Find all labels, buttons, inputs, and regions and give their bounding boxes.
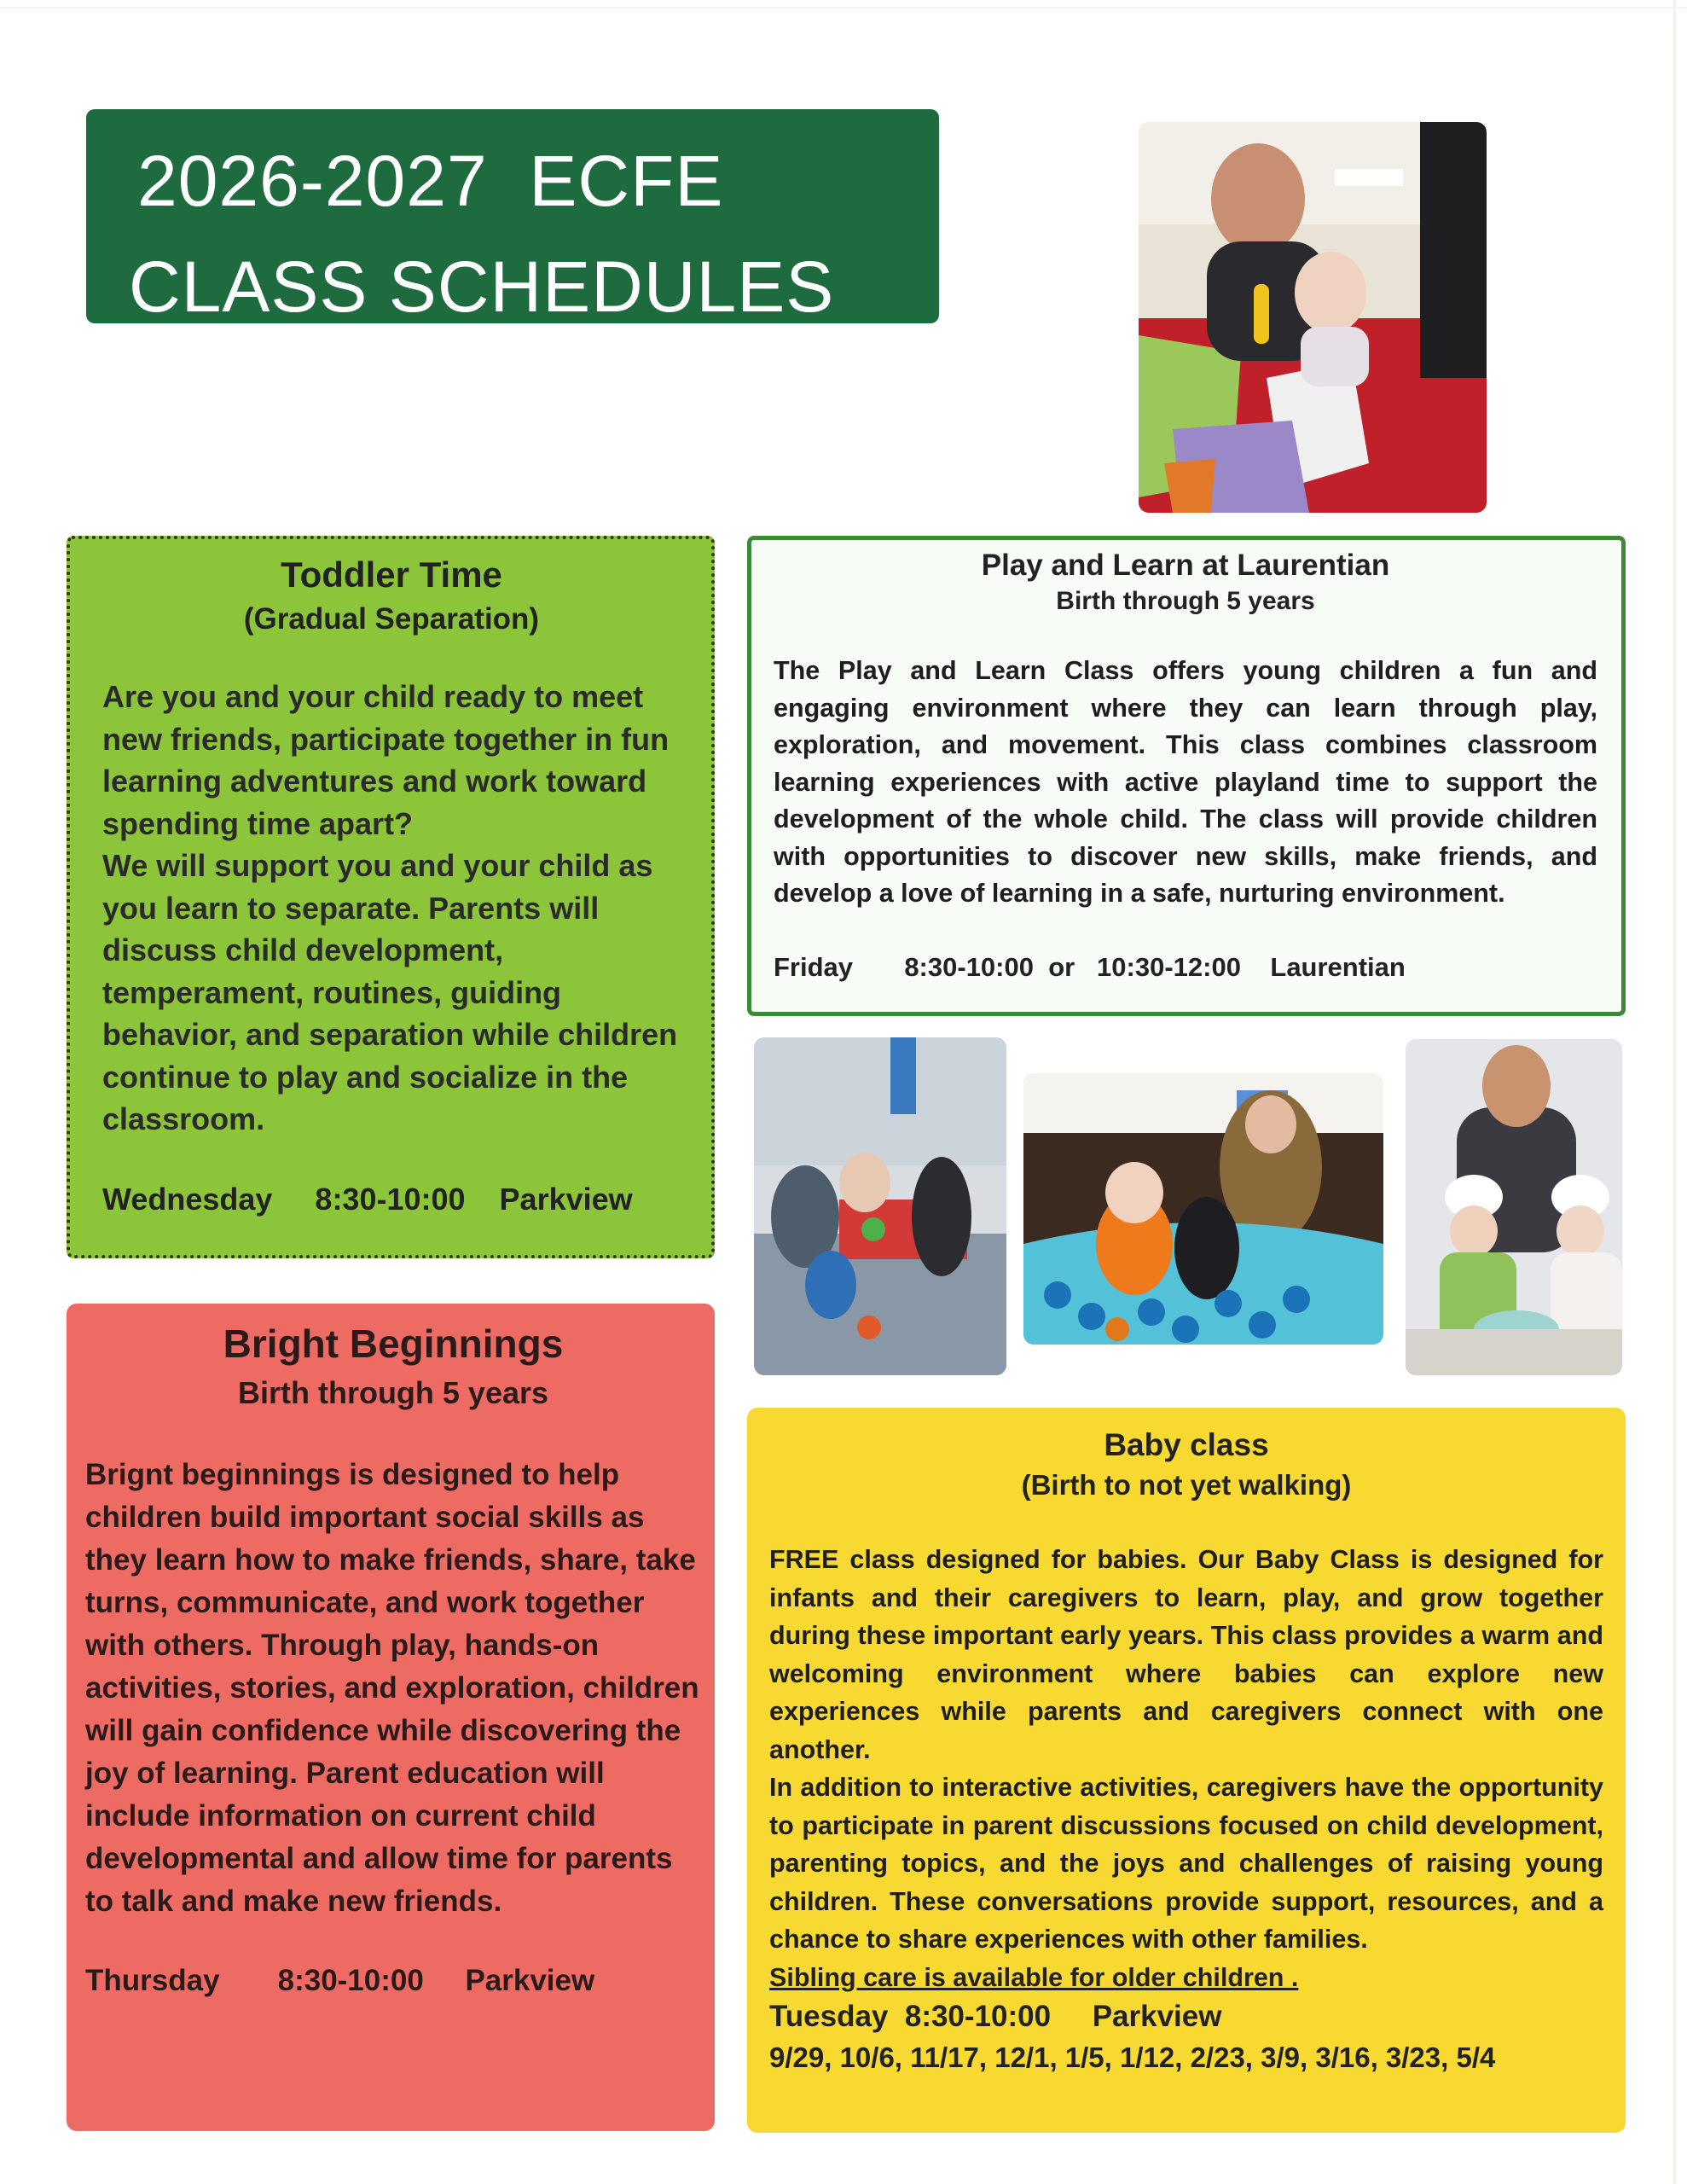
toddler-time-paragraph-2: We will support you and your child as you learn to separate. Parents will discuss child development, temperament, routines, guiding behavior, and separation while children continue to play and socialize in the classroom. — [102, 848, 678, 1136]
right-edge-line — [1673, 0, 1676, 2184]
baby-class-paragraph-1: FREE class designed for babies. Our Baby Class is designed for infants and their caregivers to learn, play, and grow together during these important early years. This class provides a warm and welcoming environment where babies can explore new experiences while parents and caregivers connect with one another. — [769, 1545, 1603, 1764]
baby-class-heading: Baby class — [1104, 1427, 1269, 1462]
bright-beginnings-description: Brignt beginnings is designed to help children build important social skills as they learn how to make friends, share, take turns, communicate, and work together with others. Through play, hands-on activities, stories, and exploration, children will gain confidence while discovering the joy of learning. Parent education will include information on current child developmental and allow time for parents to talk and make new friends. — [85, 1458, 699, 1918]
play-and-learn-heading: Play and Learn at Laurentian — [981, 549, 1390, 582]
bright-beginnings-section — [67, 1304, 715, 2131]
play-and-learn-subheading: Birth through 5 years — [1056, 587, 1315, 615]
play-and-learn-description: The Play and Learn Class offers young children a fun and engaging environment where they can learn through play, exploration, and movement. This class combines classroom learning experiences with active playland time to support the development of the whole child. The class will provide children with opportunities to discover new skills, make friends, and develop a love of learning in a safe, nurturing environment. — [774, 656, 1597, 908]
sibling-care-note: Sibling care is available for older children . — [769, 1962, 1299, 1992]
baby-class-paragraph-2: In addition to interactive activities, caregivers have the opportunity to participate in parent discussions focused on child development, parenting topics, and the joys and challenges of raising young children. These conversations provide support, resources, and a chance to share experiences with other families. — [769, 1773, 1603, 1954]
toddler-time-schedule: Wednesday 8:30-10:00 Parkview — [102, 1181, 633, 1217]
top-edge-line — [0, 7, 1687, 9]
photo-children-baking-with-chef-hats — [1406, 1039, 1622, 1375]
play-and-learn-schedule: Friday 8:30-10:00 or 10:30-12:00 Laurentian — [774, 951, 1406, 982]
bright-beginnings-subheading: Birth through 5 years — [237, 1375, 549, 1410]
play-and-learn-section — [747, 536, 1626, 1016]
baby-class-dates: 9/29, 10/6, 11/17, 12/1, 1/5, 1/12, 2/23, 3/9, 3/16, 3/23, 5/4 — [769, 2042, 1496, 2073]
photo-children-at-play-table — [754, 1037, 1006, 1375]
toddler-time-subheading: (Gradual Separation) — [243, 602, 540, 636]
title-line-1: 2026-2027 ECFE — [137, 141, 724, 221]
toddler-time-section — [67, 536, 715, 1258]
toddler-time-description — [102, 676, 681, 1141]
baby-class-schedule: Tuesday 8:30-10:00 Parkview — [769, 2000, 1222, 2033]
baby-class-subheading: (Birth to not yet walking) — [1021, 1469, 1352, 1501]
baby-class-description — [769, 1541, 1603, 1959]
toddler-time-paragraph-1: Are you and your child ready to meet new friends, participate together in fun learning adventures and work toward spending time apart? — [102, 679, 670, 841]
photo-father-and-toddler-crafting — [1139, 122, 1487, 513]
toddler-time-heading: Toddler Time — [281, 555, 502, 595]
bright-beginnings-schedule: Thursday 8:30-10:00 Parkview — [85, 1964, 595, 1997]
photo-babies-in-ball-pool — [1023, 1073, 1383, 1345]
baby-class-section — [747, 1408, 1626, 2133]
title-line-2: CLASS SCHEDULES — [129, 247, 835, 327]
title-banner — [86, 109, 939, 327]
bright-beginnings-heading: Bright Beginnings — [223, 1321, 564, 1366]
